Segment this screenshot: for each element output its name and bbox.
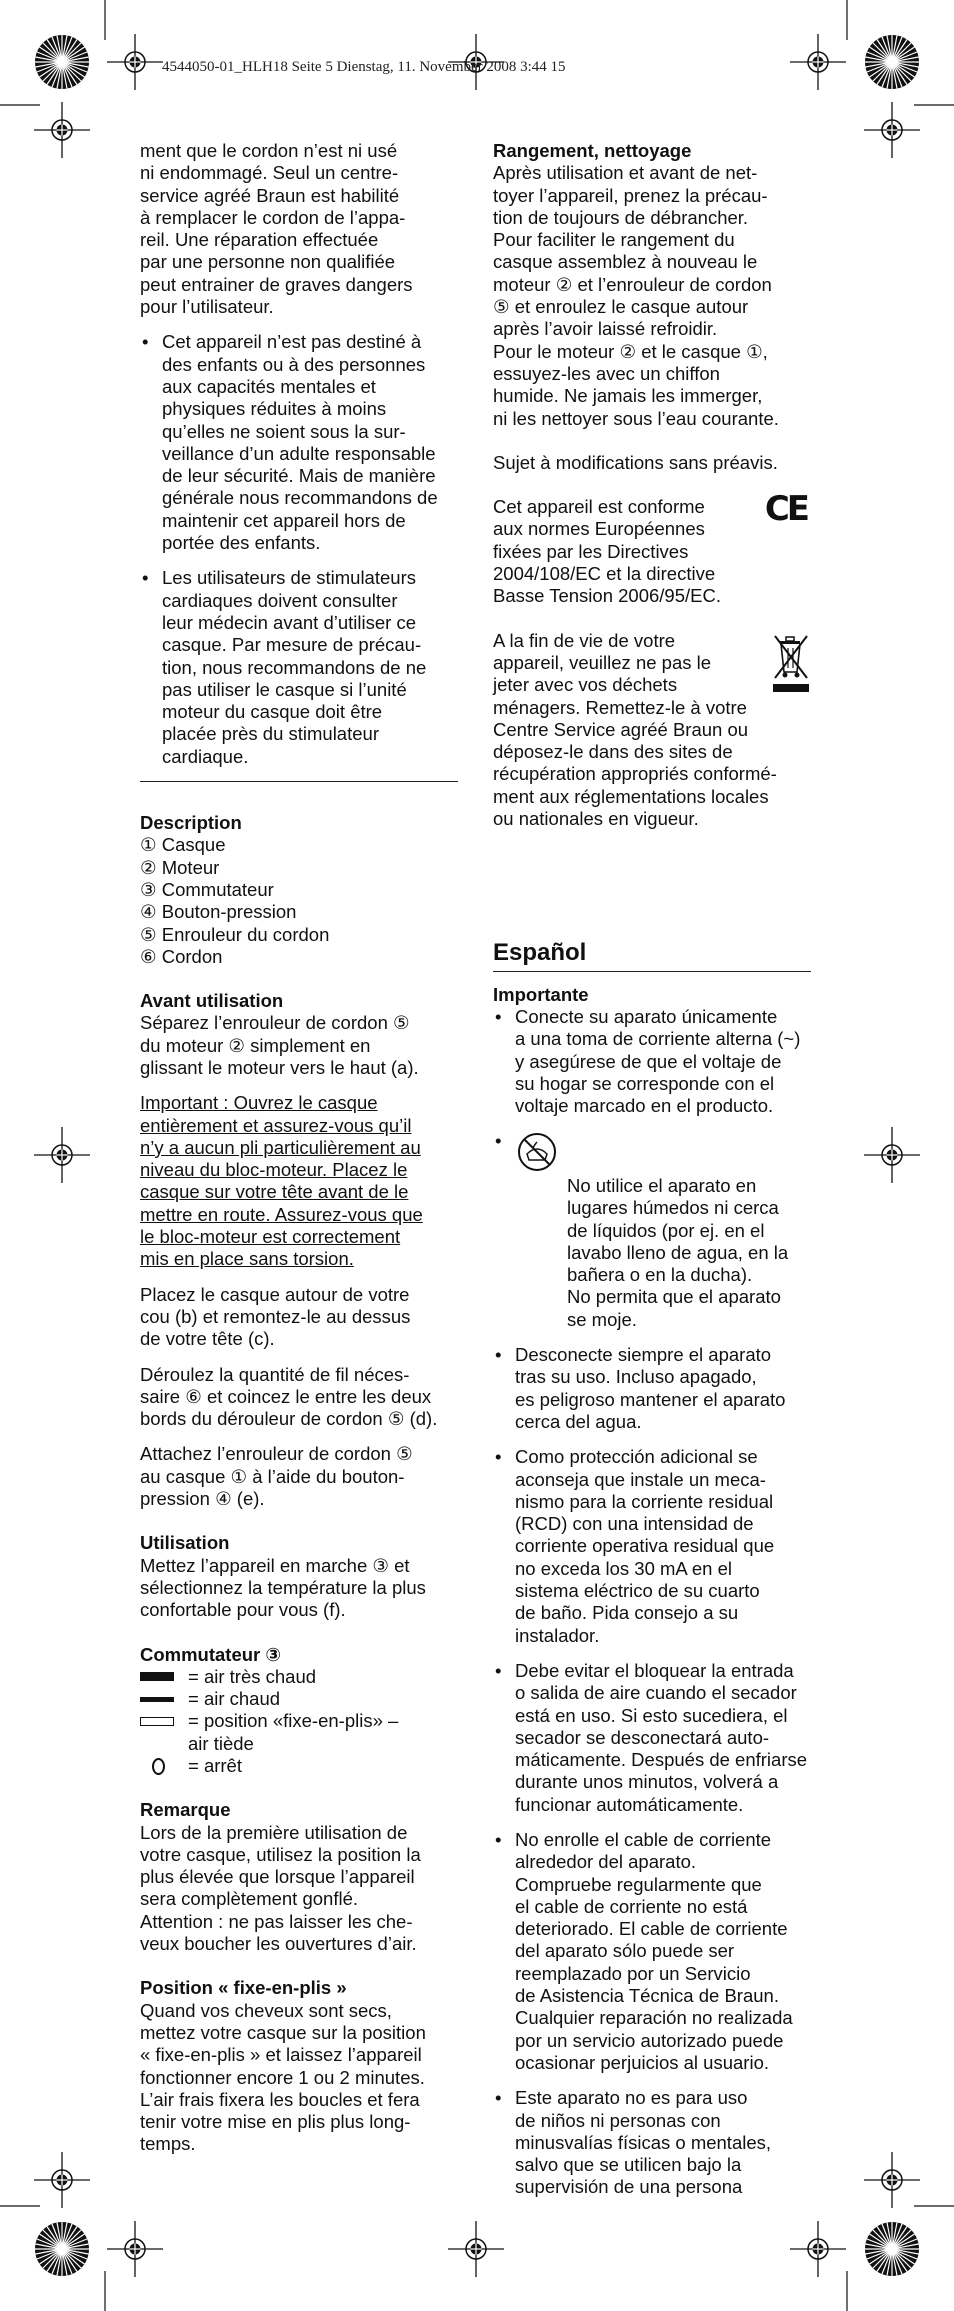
paragraph: Séparez l’enrouleur de cordon ⑤ du moteur ② simplement en glissant le moteur vers le haut (a). <box>140 1012 419 1078</box>
switch-row <box>140 1666 458 1688</box>
switch-row <box>140 1755 458 1777</box>
print-header: 4544050-01_HLH18 Seite 5 Dienstag, 11. November 2008 3:44 15 <box>162 59 566 75</box>
section-divider <box>140 781 458 782</box>
paragraph: Placez le casque autour de votre cou (b) et remontez-le au dessus de votre tête (c). <box>140 1283 411 1350</box>
ce-mark-icon: CE <box>764 489 807 530</box>
list-item: ④ Bouton-pression <box>140 901 297 923</box>
position-section <box>140 1977 458 2155</box>
switch-row <box>140 1710 458 1755</box>
list-item: • Desconecte siempre el aparato tras su uso. Incluso apagado, es peligroso mantener el aparato cerca del agua. <box>493 1344 811 1433</box>
list-item: • Cet appareil n’est pas destiné à des enfants ou à des personnes aux capacités mentales et physiques réduites à moins qu’elles ne soient sous la sur- veillance d’un adulte responsable de leur sécurité. Mais de manière générale nous recommandons de maintenir cet appareil hors de portée des enfants. <box>140 331 458 554</box>
paragraph: Mettez l’appareil en marche ③ et sélectionnez la température la plus confortable pour vous (f). <box>140 1554 426 1621</box>
list-item: ① Casque <box>140 834 226 856</box>
section-title: Description <box>140 812 242 834</box>
paragraph: Attachez l’enrouleur de cordon ⑤ au casque ① à l’aide du bouton- pression ④ (e). <box>140 1443 413 1510</box>
ce-text: Cet appareil est conforme aux normes Européennes fixées par les Directives 2004/108/EC et la directive Basse Tension 2006/95/EC. <box>493 496 721 607</box>
intro-paragraph: ment que le cordon n’est ni usé ni endommagé. Seul un centre- service agréé Braun est habilité à remplacer le cordon de l’appa- reil. Une réparation effectuée par une personne non qualifiée peut entrainer de graves dangers pour l’utilisateur. <box>140 140 413 318</box>
weee-block <box>493 630 811 831</box>
list-item: ② Moteur <box>140 856 220 878</box>
crossed-bin-icon <box>771 632 811 694</box>
left-column <box>140 140 458 2156</box>
section-title: Importante <box>493 983 589 1005</box>
list-item: • Debe evitar el bloquear la entrada o salida de aire cuando el secador está en uso. Si esto sucediera, el secador se desconectará auto- máticamente. Después de enfriarse durante unos minutos, volverá a funcionar automáticamente. <box>493 1660 811 1816</box>
ce-block <box>493 489 811 607</box>
parts-list <box>140 834 458 968</box>
modification-notice: Sujet à modifications sans préavis. <box>493 451 778 473</box>
important-notice: Important : Ouvrez le casque entièrement et assurez-vous qu’il n’y a aucun pli particulièrement au niveau du bloc-moteur. Placez le casque sur votre tête avant de le mettre en route. Assurez-vous que le bloc-moteur est correctement mis en place sans torsion. <box>140 1092 423 1270</box>
section-title: Rangement, nettoyage <box>493 140 692 161</box>
espanol-heading: Español <box>493 939 587 967</box>
remarque-section <box>140 1799 458 1955</box>
description-section <box>140 812 458 968</box>
paragraph: Après utilisation et avant de net- toyer l’appareil, prenez la précau- tion de toujours de débrancher. Pour faciliter le rangement du casque assemblez à nouveau le moteur ② et l’enrouleur de cordon ⑤ et enroulez le casque autour après l’avoir laissé refroidir. Pour le moteur ② et le casque ①, essuyez-les avec un chiffon humide. Ne jamais les immerger, ni les nettoyer sous l’eau courante. <box>493 162 779 429</box>
empty-bar-icon <box>140 1710 178 1732</box>
switch-label: = position «fixe-en-plis» – air tiède <box>188 1710 399 1754</box>
list-item: ⑥ Cordon <box>140 945 223 967</box>
switch-label: = arrêt <box>188 1755 242 1776</box>
half-bar-icon <box>140 1688 178 1710</box>
section-title: Commutateur ③ <box>140 1643 282 1665</box>
paragraph: Déroulez la quantité de fil néces- saire ⑥ et coincez le entre les deux bords du dérouleur de cordon ⑤ (d). <box>140 1363 438 1430</box>
rangement-section <box>493 140 811 430</box>
switch-row <box>140 1688 458 1710</box>
list-item: • Como protección adicional se aconseja que instale un meca- nismo para la corriente residual (RCD) con una intensidad de corriente operativa residual que no exceda los 30 mA en el sistema eléctrico de su cuarto de baño. Pida consejo a su instalador. <box>493 1446 811 1647</box>
section-title: Position « fixe-en-plis » <box>140 1977 347 1999</box>
paragraph: Lors de la première utilisation de votre casque, utilisez la position la plus élevée que lorsque l’appareil sera complètement gonflé. Attention : ne pas laisser les che- veux boucher les ouvertures d’air. <box>140 1821 421 1955</box>
weee-text: A la fin de vie de votre appareil, veuillez ne pas le jeter avec vos déchets ménagers. Remettez-le à votre Centre Service agréé Braun ou déposez-le dans des sites de récupération appropriés conformé- ment aux réglementations locales ou nationales en vigueur. <box>493 629 777 830</box>
avant-section <box>140 990 458 1510</box>
list-item: ⑤ Enrouleur du cordon <box>140 923 330 945</box>
safety-bullets-es <box>493 1006 811 2199</box>
utilisation-section <box>140 1532 458 1621</box>
section-title: Avant utilisation <box>140 990 284 1012</box>
commutateur-section <box>140 1644 458 1778</box>
paragraph: Quand vos cheveux sont secs, mettez votre casque sur la position « fixe-en-plis » et laissez l’appareil fonctionner encore 1 ou 2 minutes. L’air frais fixera les boucles et fera tenir votre mise en plis plus long- temps. <box>140 1999 426 2155</box>
section-divider <box>493 971 811 972</box>
right-column <box>493 140 811 2212</box>
switch-label: = air très chaud <box>188 1665 317 1687</box>
section-title: Remarque <box>140 1799 231 1821</box>
list-item-water-warning <box>493 1130 811 1331</box>
list-item: • Les utilisateurs de stimulateurs cardiaques doivent consulter leur médecin avant d’utiliser ce casque. Par mesure de précau- tion, nous recommandons de ne pas utiliser le casque si l’unité moteur du casque doit être placée près du stimulateur cardiaque. <box>140 567 458 768</box>
switch-label: = air chaud <box>188 1688 281 1710</box>
section-title: Utilisation <box>140 1532 230 1554</box>
safety-bullets-fr <box>140 331 458 768</box>
off-circle-icon <box>140 1755 178 1777</box>
list-item: • No enrolle el cable de corriente alrededor del aparato. Compruebe regularmente que el cable de corriente no está deteriorado. El cable de corriente del aparato sólo puede ser reemplazado por un Servicio de Asistencia Técnica de Braun. Cualquier reparación no realizada por un servicio autorizado puede ocasionar perjuicios al usuario. <box>493 1829 811 2074</box>
no-water-icon <box>515 1130 559 1174</box>
full-bar-icon <box>140 1666 178 1688</box>
list-item-text: No utilice el aparato en lugares húmedos ni cerca de líquidos (por ej. en el lavabo lleno de agua, en la bañera o en la ducha). No permita que el aparato se moje. <box>567 1174 789 1330</box>
list-item: • Este aparato no es para uso de niños ni personas con minusvalías físicas o mentales, salvo que se utilicen bajo la supervisión de una persona <box>493 2087 811 2198</box>
list-item: • Conecte su aparato únicamente a una toma de corriente alterna (~) y asegúrese de que el voltaje de su hogar se corresponde con el voltaje marcado en el producto. <box>493 1006 811 1117</box>
list-item: ③ Commutateur <box>140 878 274 900</box>
